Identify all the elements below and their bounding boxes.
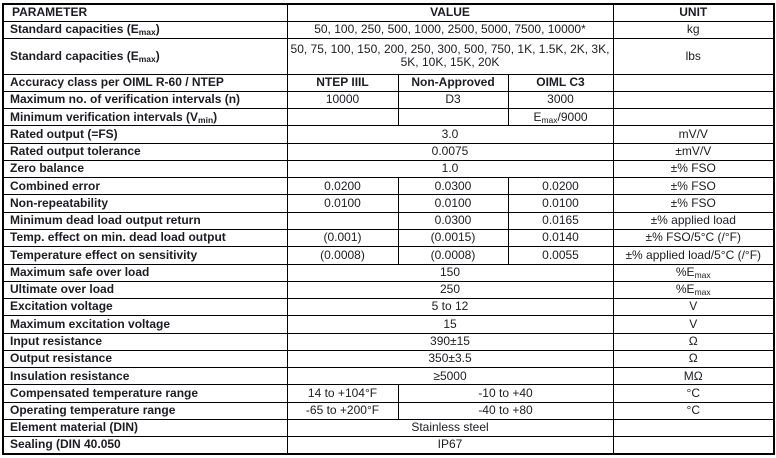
value-cell-non-approved: 0.0300: [398, 212, 508, 229]
param-cell: Rated output (=FS): [3, 126, 287, 143]
unit-cell: ±% FSO: [613, 160, 774, 177]
unit-cell: °C: [613, 385, 774, 402]
value-cell: ≥5000: [287, 368, 613, 385]
value-cell-non-approved: [398, 109, 508, 126]
value-cell-celsius: -40 to +80: [398, 402, 613, 419]
table-row-max-verification-intervals: [3, 91, 774, 108]
unit-cell: [613, 437, 774, 454]
unit-cell: kg: [613, 21, 774, 38]
table-row-sealing: [3, 437, 774, 454]
value-cell: Stainless steel: [287, 419, 613, 436]
table-row-temp-effect-dead-load: [3, 229, 774, 246]
value-cell-non-approved: 0.0100: [398, 195, 508, 212]
table-row-max-excitation-voltage: [3, 316, 774, 333]
col-header-parameter: PARAMETER: [3, 4, 287, 21]
table-row-ultimate-over-load: [3, 281, 774, 298]
table-row-element-material: [3, 419, 774, 436]
value-cell-oiml: 3000: [508, 91, 613, 108]
value-cell: 350±3.5: [287, 350, 613, 367]
col-header-value: VALUE: [287, 4, 613, 21]
value-cell-ntep: [287, 212, 398, 229]
param-cell: Input resistance: [3, 333, 287, 350]
table-row-max-safe-over-load: [3, 264, 774, 281]
value-cell-non-approved: 0.0300: [398, 178, 508, 195]
unit-cell: [613, 109, 774, 126]
param-cell: Minimum verification intervals $(V_{min})$: [3, 109, 287, 126]
table-row-operating-temp-range: [3, 402, 774, 419]
value-cell-non-approved: D3: [398, 91, 508, 108]
value-cell-ntep: [287, 109, 398, 126]
unit-cell: $\%E_{max}$: [613, 281, 774, 298]
value-cell-ntep: 0.0100: [287, 195, 398, 212]
value-cell-fahrenheit: 14 to +104°F: [287, 385, 398, 402]
table-row-input-resistance: [3, 333, 774, 350]
param-cell: Operating temperature range: [3, 402, 287, 419]
table-row-zero-balance: [3, 160, 774, 177]
param-cell: Accuracy class per OIML R-60 / NTEP: [3, 74, 287, 91]
unit-cell: ±% FSO/5°C (/°F): [613, 229, 774, 246]
unit-cell: mV/V: [613, 126, 774, 143]
subcol-header-ntep: NTEP IIIL: [287, 74, 398, 91]
value-cell-ntep: 0.0200: [287, 178, 398, 195]
table-row-non-repeatability: [3, 195, 774, 212]
unit-cell: V: [613, 299, 774, 316]
param-cell: Sealing (DIN 40.050: [3, 437, 287, 454]
value-cell-ntep: 10000: [287, 91, 398, 108]
value-cell: 50, 100, 250, 500, 1000, 2500, 5000, 7500, 10000*: [287, 21, 613, 38]
value-cell-non-approved: (0.0015): [398, 229, 508, 246]
table-row-standard-capacities-lbs: [3, 39, 774, 75]
value-cell-non-approved: (0.0008): [398, 247, 508, 264]
value-cell-oiml: 0.0165: [508, 212, 613, 229]
param-cell: Rated output tolerance: [3, 143, 287, 160]
unit-cell: ±% FSO: [613, 178, 774, 195]
value-cell-oiml: 0.0200: [508, 178, 613, 195]
value-cell-oiml: 0.0100: [508, 195, 613, 212]
param-cell: Zero balance: [3, 160, 287, 177]
param-cell: Non-repeatability: [3, 195, 287, 212]
subcol-header-non-approved: Non-Approved: [398, 74, 508, 91]
param-cell: Minimum dead load output return: [3, 212, 287, 229]
unit-cell: Ω: [613, 333, 774, 350]
unit-cell: ±mV/V: [613, 143, 774, 160]
param-cell: Excitation voltage: [3, 299, 287, 316]
param-cell: Maximum no. of verification intervals (n): [3, 91, 287, 108]
table-row-rated-output-tolerance: [3, 143, 774, 160]
table-row-insulation-resistance: [3, 368, 774, 385]
param-cell: Maximum safe over load: [3, 264, 287, 281]
value-cell-ntep: (0.001): [287, 229, 398, 246]
table-row-min-verification-intervals: [3, 109, 774, 126]
value-cell-celsius: -10 to +40: [398, 385, 613, 402]
table-row-accuracy-class: [3, 74, 774, 91]
unit-cell: lbs: [613, 39, 774, 75]
table-header-row: [3, 4, 774, 21]
unit-cell: ±% FSO: [613, 195, 774, 212]
param-cell: Insulation resistance: [3, 368, 287, 385]
value-cell: 5 to 12: [287, 299, 613, 316]
value-cell: 390±15: [287, 333, 613, 350]
value-cell: 50, 75, 100, 150, 200, 250, 300, 500, 750, 1K, 1.5K, 2K, 3K, 5K, 10K, 15K, 20K: [287, 39, 613, 75]
unit-cell: [613, 419, 774, 436]
value-cell: 0.0075: [287, 143, 613, 160]
unit-cell: °C: [613, 402, 774, 419]
param-cell: Element material (DIN): [3, 419, 287, 436]
unit-cell: [613, 91, 774, 108]
table-row-compensated-temp-range: [3, 385, 774, 402]
table-row-output-resistance: [3, 350, 774, 367]
value-cell-oiml: 0.0140: [508, 229, 613, 246]
value-cell-oiml: $E_{max}/9000$: [508, 109, 613, 126]
param-cell: Output resistance: [3, 350, 287, 367]
param-cell: Temperature effect on sensitivity: [3, 247, 287, 264]
specification-table: [2, 3, 775, 455]
unit-cell: [613, 74, 774, 91]
unit-cell: MΩ: [613, 368, 774, 385]
value-cell: 1.0: [287, 160, 613, 177]
value-cell: 150: [287, 264, 613, 281]
param-cell: Standard capacities $(E_{max})$: [3, 39, 287, 75]
param-cell: Compensated temperature range: [3, 385, 287, 402]
param-cell: Maximum excitation voltage: [3, 316, 287, 333]
unit-cell: ±% applied load: [613, 212, 774, 229]
param-cell: Standard capacities $(E_{max})$: [3, 21, 287, 38]
table-row-excitation-voltage: [3, 299, 774, 316]
value-cell: 15: [287, 316, 613, 333]
value-cell: IP67: [287, 437, 613, 454]
value-cell-fahrenheit: -65 to +200°F: [287, 402, 398, 419]
param-cell: Ultimate over load: [3, 281, 287, 298]
param-cell: Temp. effect on min. dead load output: [3, 229, 287, 246]
col-header-unit: UNIT: [613, 4, 774, 21]
unit-cell: $\%E_{max}$: [613, 264, 774, 281]
value-cell-ntep: (0.0008): [287, 247, 398, 264]
unit-cell: ±% applied load/5°C (/°F): [613, 247, 774, 264]
unit-cell: V: [613, 316, 774, 333]
param-cell: Combined error: [3, 178, 287, 195]
unit-cell: Ω: [613, 350, 774, 367]
table-row-min-dead-load-output-return: [3, 212, 774, 229]
table-row-combined-error: [3, 178, 774, 195]
table-row-rated-output: [3, 126, 774, 143]
table-row-standard-capacities-kg: [3, 21, 774, 38]
value-cell: 3.0: [287, 126, 613, 143]
subcol-header-oiml: OIML C3: [508, 74, 613, 91]
table-row-temp-effect-sensitivity: [3, 247, 774, 264]
value-cell-oiml: 0.0055: [508, 247, 613, 264]
value-cell: 250: [287, 281, 613, 298]
